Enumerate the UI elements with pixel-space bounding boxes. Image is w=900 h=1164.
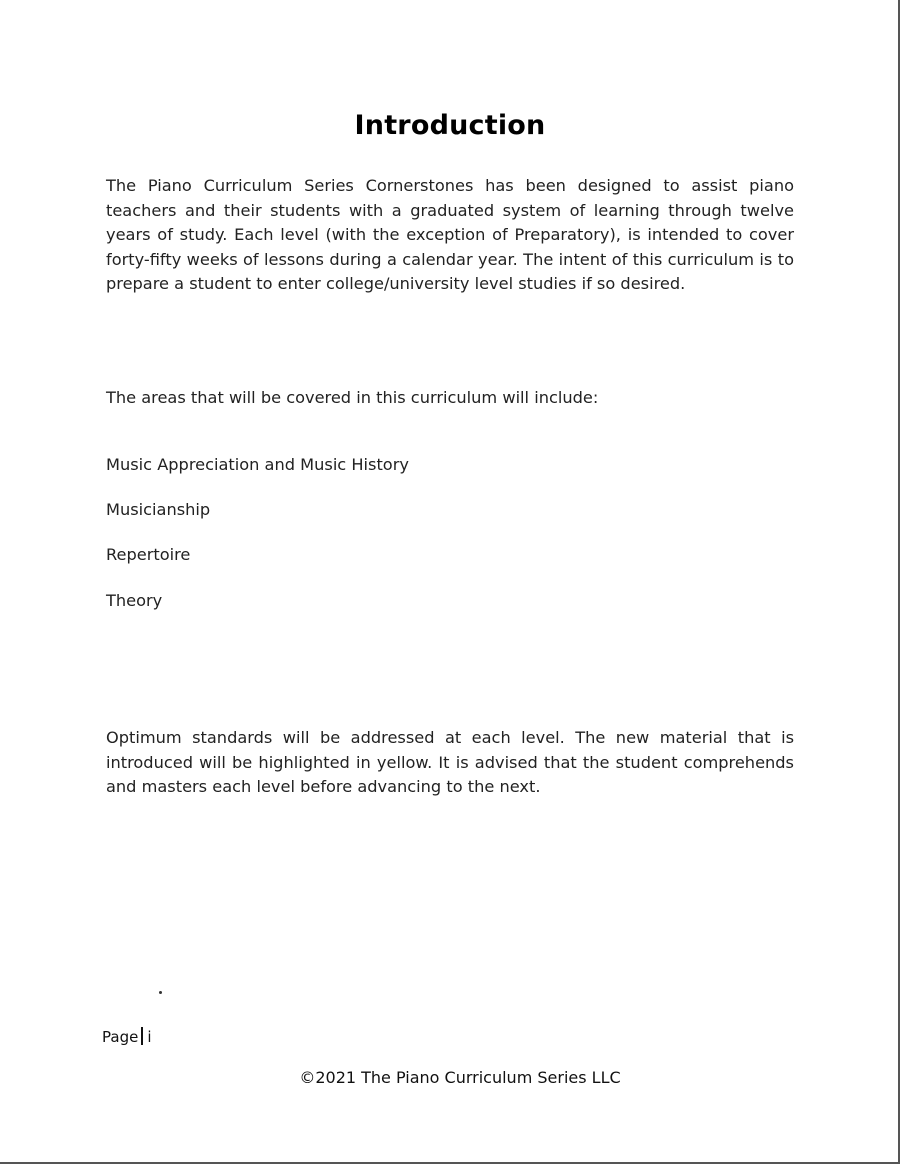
area-item-music-appreciation: Music Appreciation and Music History [106,455,409,474]
areas-intro-text: The areas that will be covered in this curriculum will include: [106,388,599,407]
area-item-musicianship: Musicianship [106,500,211,519]
copyright-notice: ©2021 The Piano Curriculum Series LLC [299,1068,621,1087]
page-label: Page [102,1028,139,1046]
page-number: i [147,1028,152,1046]
area-item-theory: Theory [106,591,163,610]
page-number-footer [102,1027,152,1046]
page-title: Introduction [354,110,546,141]
area-item-repertoire: Repertoire [106,545,191,564]
page-separator [141,1027,143,1045]
intro-paragraph: The Piano Curriculum Series Cornerstones has been designed to assist piano teachers and their students with a graduated system of learning through twelve years of study. Each level (with the exception of Preparatory), is intended to cover forty-fifty weeks of lessons during a calendar year. The intent of this curriculum is to prepare a student to enter college/university level studies if so desired. [106,176,794,294]
standards-paragraph: Optimum standards will be addressed at each level. The new material that is introduced will be highlighted in yellow. It is advised that the student comprehends and masters each level before advancing to the next. [106,728,794,797]
stray-dot [159,991,162,994]
